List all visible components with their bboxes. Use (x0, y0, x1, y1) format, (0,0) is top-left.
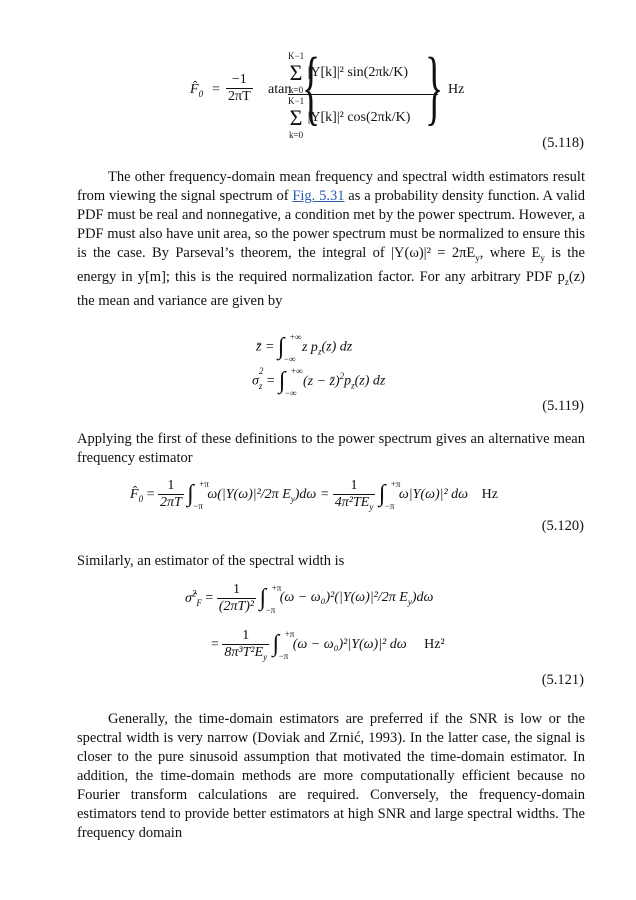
paragraph: Applying the first of these definitions to the power spectrum gives an alternative mean frequency estimator (77, 431, 585, 466)
eq-denominator-row: K−1 Σ k=0 |Y[k]|² cos(2πk/K) (288, 94, 438, 141)
equation-number: (5.121) (541, 672, 584, 688)
eq-equals: = (212, 82, 220, 97)
eq-fraction: $\frac{1}{8\pi^3T^2E_y}$ (224, 628, 268, 662)
paragraph: Generally, the time-domain estimators are preferred if the SNR is low or the spectral width is very narrow (Doviak and Zrnić, 1993). In the latter case, the signal is closer to the pure sinusoid assumption that motivated the time-domain estimator. In addition, the time-domain methods are more computationally efficient because no Fourier transform calculations are required. Conversely, the frequency-domain estimators tend to provide better estimators at high SNR and large spectral widths. The frequency domain (77, 711, 585, 841)
eq-unit: Hz (448, 82, 465, 97)
eq-fraction: $\frac{-1}{2\pi T}$ (228, 72, 251, 104)
equation-5-120: $F̂_0$ = $\frac{1}{2\pi T}$ ∫ +π −π ω(|Y(ω)|²/2π $E_y)d\omega$ = $\frac{1}{4\pi^2TE_y}$ ∫ +π −π ω|Y(ω)|² dω Hz (130, 478, 498, 512)
eq-line-1: σ̂$^2_F$ = $\frac{1}{\text{(2πT)²}}$ ∫ +π −π (ω − ω₀)²(|Y(ω)|²/2π $E_y)d\omega$ (185, 582, 434, 615)
equation-number: (5.120) (541, 518, 584, 534)
eq-fraction: $\frac{1}{2\pi T}$ (159, 478, 182, 511)
eq-line-2: σ 2 $_z$ = ∫ +∞ −∞ $(z - z̄)^2p_z(z)$ dz (252, 365, 386, 398)
eq-numerator-row: K−1 Σ k=0 |Y[k]|² sin(2πk/K) (288, 51, 409, 95)
eq-lhs: $F̂_0$ (190, 82, 204, 99)
equation-5-119 (252, 330, 452, 400)
sum-symbol: K−1 Σ k=0 (288, 51, 305, 95)
equation-number: (5.118) (542, 135, 584, 151)
eq-fraction: $\frac{1}{4\pi^2TE_y}$ (334, 478, 374, 512)
left-brace: { (302, 41, 321, 134)
paragraph: Similarly, an estimator of the spectral width is (77, 553, 345, 569)
equation-number: (5.119) (542, 398, 584, 414)
paragraph: The other frequency-domain mean frequency and spectral width estimators result from viewing the signal spectrum of Fig. 5.31 as a probability density function. A valid PDF must be real and nonnegative, a condition met by the power spectrum. However, a PDF must also have unit area, so the power spectrum must be normalized to ensure this is the case. By Parseval’s theorem, the integral of $|Y(\omega)|^2 = 2\pi E_y$, where $E_y$ is the energy in y[m]; this is the required normalization factor. For any arbitrary PDF $p_z(z)$ the mean and variance are given by (77, 169, 586, 309)
figure-link[interactable]: Fig. 5.31 (292, 188, 345, 204)
eq-func: atan (268, 82, 292, 97)
eq-fraction: $\frac{1}{\text{(2πT)²}}$ (218, 582, 255, 614)
eq-line-2: = $\frac{1}{8\pi^3T^2E_y}$ ∫ +π −π (ω − ω₀)²|Y(ω)|² dω Hz² (211, 628, 445, 662)
eq-line-1: z̄ = ∫ +∞ −∞ z $p_z(z)$ dz (256, 332, 353, 364)
equation-5-121 (185, 582, 505, 677)
equation-5-118 (190, 41, 490, 140)
sum-symbol: K−1 Σ k=0 (288, 96, 305, 140)
right-brace: } (425, 41, 444, 134)
